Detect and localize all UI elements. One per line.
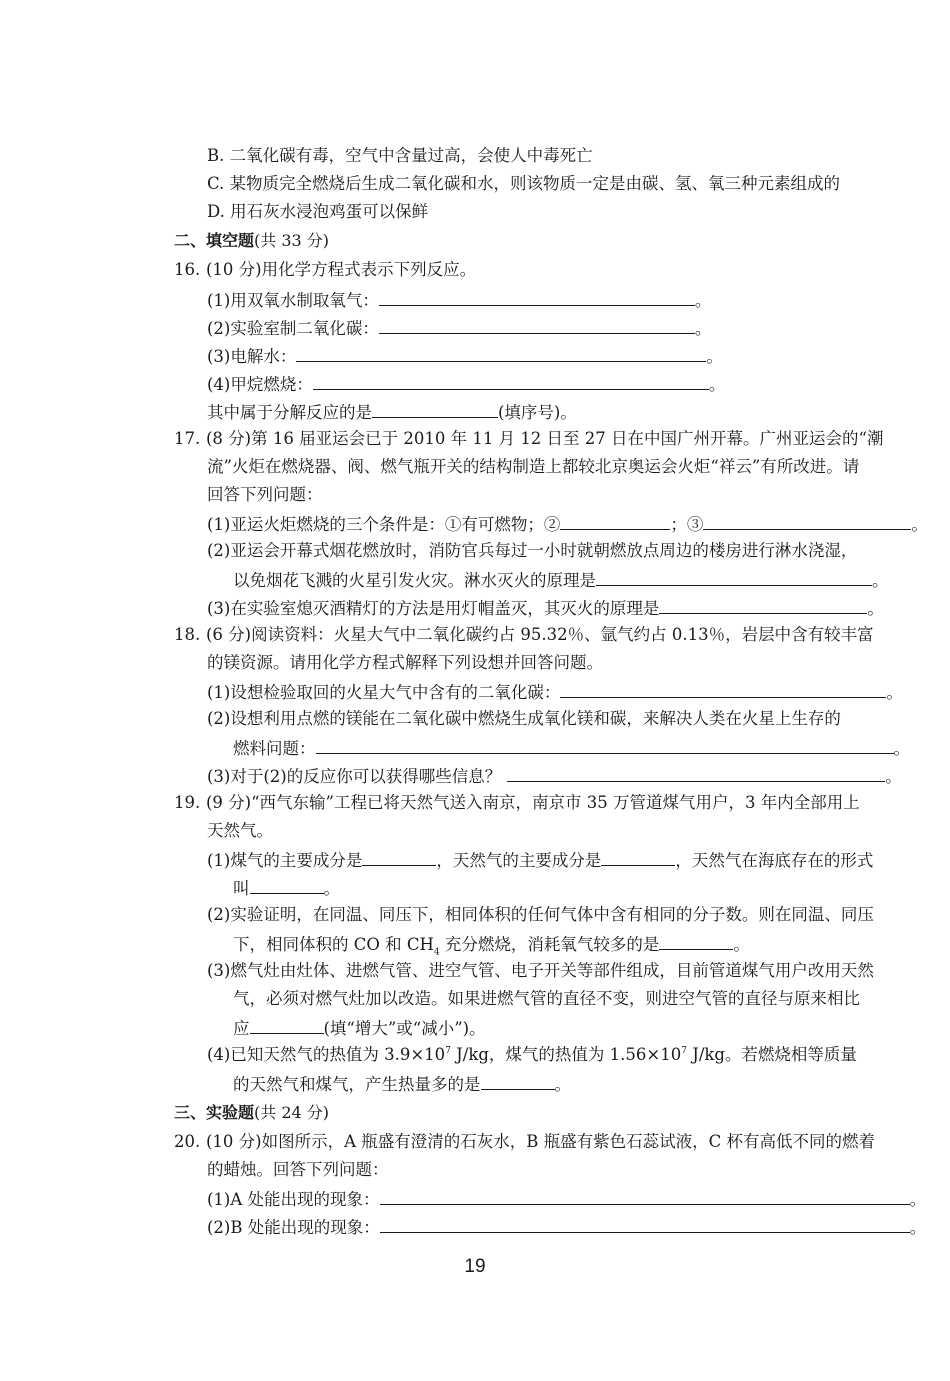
answer-blank[interactable] (659, 932, 733, 950)
answer-blank[interactable] (507, 764, 885, 782)
answer-blank[interactable] (380, 1215, 910, 1233)
part-text: 的天然气和煤气，产生热量多的是 (233, 1075, 481, 1094)
period: 。 (694, 291, 712, 310)
period: 。 (885, 767, 902, 786)
part-text: J/kg，煤气的热值为 1.56×10 (450, 1045, 682, 1064)
part-label: (3)对于(2)的反应你可以获得哪些信息？ (207, 767, 502, 786)
answer-blank[interactable] (379, 316, 695, 334)
part-label: (1)煤气的主要成分是 (207, 851, 363, 870)
superscript: 7 (681, 1046, 687, 1056)
part-label: (2)实验室制二氧化碳： (207, 319, 379, 338)
section-points: (共 24 分) (254, 1103, 330, 1122)
question-18-line-1 (174, 624, 874, 646)
question-17-part-2-line-1: (2)亚运会开幕式烟花燃放时，消防官兵每过一小时就朝燃放点周边的楼房进行淋水浇湿， (207, 541, 858, 560)
part-label: (1)设想检验取回的火星大气中含有的二氧化碳： (207, 683, 561, 702)
question-text: (10 分)如图所示，A 瓶盛有澄清的石灰水，B 瓶盛有紫色石蕊试液，C 杯有高低不同的燃着 (206, 1132, 876, 1151)
summary-text: 其中属于分解反应的是 (207, 403, 372, 422)
question-18-part-3 (207, 764, 902, 788)
section-heading-experiment (174, 1102, 329, 1124)
question-16-part-1 (207, 288, 711, 312)
answer-blank[interactable] (659, 596, 867, 614)
subscript: 4 (433, 947, 440, 958)
question-text: (6 分)阅读资料：火星大气中二氧化碳约占 95.32％、氩气约占 0.13％，岩层中含有较丰富 (206, 625, 874, 644)
question-text: (10 分)用化学方程式表示下列反应。 (206, 260, 477, 279)
question-text: (8 分)第 16 届亚运会已于 2010 年 11 月 12 日至 27 日在中国广州开幕。广州亚运会的“潮 (206, 429, 884, 448)
period: 。 (694, 319, 712, 338)
part-text: 以免烟花飞溅的火星引发火灾。淋水灭火的原理是 (233, 571, 596, 590)
part-label: (1)用双氧水制取氧气： (207, 291, 379, 310)
part-label: (4)甲烷燃烧： (207, 375, 313, 394)
question-19-part-4-line-2 (233, 1072, 571, 1096)
question-19-part-3-line-1: (3)燃气灶由灶体、进燃气管、进空气管、电子开关等部件组成，目前管道煤气用户改用天然 (207, 961, 874, 980)
answer-blank[interactable] (379, 288, 695, 306)
answer-blank[interactable] (372, 400, 498, 418)
part-text: ，天然气的主要成分是 (436, 851, 602, 870)
question-19-part-4-line-1 (207, 1044, 857, 1066)
question-16-part-2 (207, 316, 711, 340)
question-number: 16. (174, 260, 201, 279)
question-19-part-2-line-1: (2)实验证明，在同温、同压下，相同体积的任何气体中含有相同的分子数。则在同温、同压 (207, 905, 874, 924)
question-20-part-2 (207, 1215, 926, 1239)
question-18-part-2-line-2 (233, 736, 910, 760)
answer-blank[interactable] (313, 372, 709, 390)
part-text: 燃料问题： (233, 739, 316, 758)
question-19-line-1 (174, 792, 860, 814)
question-16-summary (207, 400, 577, 424)
period: 。 (708, 375, 726, 394)
question-number: 20. (174, 1132, 201, 1151)
period: 。 (872, 571, 889, 590)
separator: ；③ (670, 515, 704, 534)
part-text: (4)已知天然气的热值为 3.9×10 (207, 1045, 446, 1064)
part-label: (3)电解水： (207, 347, 297, 366)
answer-blank[interactable] (380, 1187, 910, 1205)
section-heading-fill-in (174, 230, 329, 252)
question-20-part-1 (207, 1187, 926, 1211)
period: 。 (706, 347, 723, 366)
answer-blank[interactable] (316, 736, 894, 754)
period: 。 (323, 879, 340, 898)
option-c: C. 某物质完全燃烧后生成二氧化碳和水，则该物质一定是由碳、氢、氧三种元素组成的 (207, 174, 841, 193)
part-label: (2)B 处能出现的现象： (207, 1218, 380, 1237)
section-points: (共 33 分) (254, 231, 330, 250)
answer-blank[interactable] (250, 1016, 324, 1034)
part-text: 充分燃烧，消耗氧气较多的是 (439, 935, 660, 954)
question-18-part-2-line-1: (2)设想利用点燃的镁能在二氧化碳中燃烧生成氧化镁和碳，来解决人类在火星上生存的 (207, 709, 841, 728)
question-19-part-1-line-2 (233, 876, 340, 900)
question-16-part-3 (207, 344, 723, 368)
question-19-part-1-line-1 (207, 848, 873, 872)
part-label: (3)在实验室熄灭酒精灯的方法是用灯帽盖灭，其灭火的原理是 (207, 599, 660, 618)
answer-blank[interactable] (296, 344, 706, 362)
question-18-part-1 (207, 680, 903, 704)
question-text: (9 分)“西气东输”工程已将天然气送入南京，南京市 35 万管道煤气用户，3 年内全部用上 (206, 793, 860, 812)
question-20-line-1 (174, 1131, 875, 1153)
question-17-part-1 (207, 512, 928, 536)
question-19-part-3-line-2: 气，必须对燃气灶加以改造。如果进燃气管的直径不变，则进空气管的直径与原来相比 (233, 989, 860, 1008)
period: 。 (554, 1075, 571, 1094)
section-title: 三、实验题 (174, 1103, 255, 1122)
question-19-line-2: 天然气。 (207, 821, 273, 840)
section-title: 二、填空题 (174, 231, 255, 250)
period: 。 (909, 1218, 927, 1237)
period: 。 (886, 683, 903, 702)
part-text: ，天然气在海底存在的形式 (675, 851, 874, 870)
question-17-part-3 (207, 596, 884, 620)
period: 。 (733, 935, 750, 954)
answer-blank[interactable] (703, 512, 911, 530)
question-17-line-3: 回答下列问题： (207, 485, 323, 504)
period: 。 (911, 515, 928, 534)
option-d: D. 用石灰水浸泡鸡蛋可以保鲜 (207, 202, 429, 221)
period: 。 (893, 739, 910, 758)
question-19-part-3-line-3 (233, 1016, 486, 1040)
question-17-line-2: 流”火炬在燃烧器、阀、燃气瓶开关的结构制造上都较北京奥运会火炬“祥云”有所改进。请 (207, 457, 860, 476)
part-text: 叫 (233, 879, 250, 898)
period: 。 (909, 1190, 927, 1209)
part-text: 应 (233, 1019, 250, 1038)
question-20-line-2: 的蜡烛。回答下列问题： (207, 1160, 389, 1179)
question-18-line-2: 的镁资源。请用化学方程式解释下列设想并回答问题。 (207, 653, 603, 672)
part-text: (填“增大”或“减小”)。 (323, 1019, 486, 1038)
part-label: (1)A 处能出现的现象： (207, 1190, 380, 1209)
superscript: 7 (445, 1046, 451, 1056)
part-text: J/kg。若燃烧相等质量 (686, 1045, 857, 1064)
summary-text-end: (填序号)。 (498, 403, 577, 422)
question-19-part-2-line-2 (233, 932, 750, 956)
question-number: 17. (174, 429, 201, 448)
question-number: 19. (174, 793, 201, 812)
answer-blank[interactable] (560, 680, 886, 698)
question-16-stem (174, 259, 476, 281)
part-label: (1)亚运火炬燃烧的三个条件是：①有可燃物；② (207, 515, 561, 534)
question-17-line-1 (174, 428, 883, 450)
answer-blank[interactable] (250, 876, 324, 894)
part-text: 下，相同体积的 CO 和 CH (233, 935, 434, 954)
question-number: 18. (174, 625, 201, 644)
answer-blank[interactable] (596, 568, 872, 586)
question-17-part-2-line-2 (233, 568, 889, 592)
answer-blank[interactable] (601, 848, 675, 866)
question-16-part-4 (207, 372, 725, 396)
answer-blank[interactable] (481, 1072, 555, 1090)
answer-blank[interactable] (560, 512, 670, 530)
period: 。 (867, 599, 884, 618)
answer-blank[interactable] (362, 848, 436, 866)
page-number: 19 (464, 1256, 486, 1277)
option-b: B. 二氧化碳有毒，空气中含量过高，会使人中毒死亡 (207, 146, 593, 165)
